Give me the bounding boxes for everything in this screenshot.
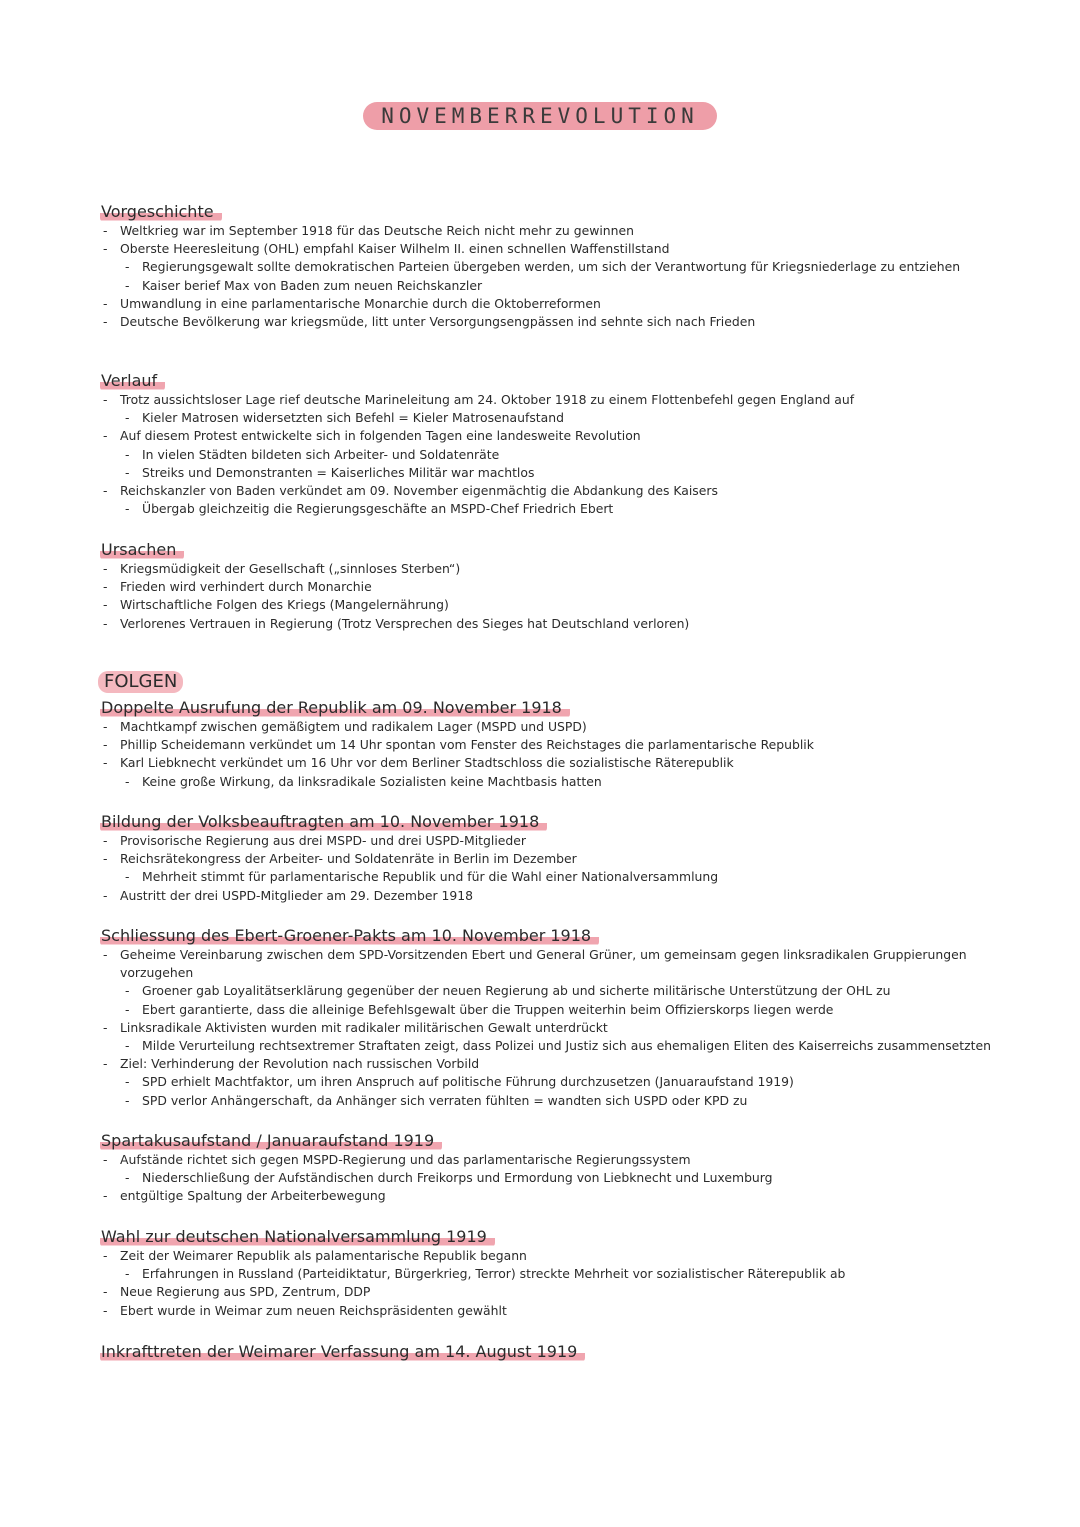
list-item: - Aufstände richtet sich gegen MSPD-Regierung und das parlamentarische Regierungssystem xyxy=(102,1151,982,1169)
list-item: - Oberste Heeresleitung (OHL) empfahl Kaiser Wilhelm II. einen schnellen Waffenstillstand xyxy=(102,240,982,258)
bullet-list xyxy=(102,222,982,331)
section-ausrufung xyxy=(102,698,982,791)
section-heading: Schliessung des Ebert-Groener-Pakts am 10. November 1918 xyxy=(100,926,599,946)
section-heading: Ursachen xyxy=(100,540,184,560)
list-item: - Weltkrieg war im September 1918 für das Deutsche Reich nicht mehr zu gewinnen xyxy=(102,222,982,240)
list-item: - Zeit der Weimarer Republik als palamentarische Republik begann xyxy=(102,1247,982,1265)
bullet-list xyxy=(102,1151,982,1206)
list-subitem: - Streiks und Demonstranten = Kaiserliches Militär war machtlos xyxy=(102,464,982,482)
section-heading: Doppelte Ausrufung der Republik am 09. November 1918 xyxy=(100,698,570,718)
list-item: - Frieden wird verhindert durch Monarchie xyxy=(102,578,982,596)
section-ebert-groener xyxy=(101,926,992,1110)
section-heading: Inkrafttreten der Weimarer Verfassung am 14. August 1919 xyxy=(100,1342,585,1362)
list-item: - Neue Regierung aus SPD, Zentrum, DDP xyxy=(102,1283,982,1301)
bullet-list xyxy=(102,718,982,791)
list-subitem: - Ebert garantierte, dass die alleinige Befehlsgewalt über die Truppen weiterhin beim Offizierskorps liegen werde xyxy=(102,1001,982,1019)
list-subitem: - Mehrheit stimmt für parlamentarische Republik und für die Wahl einer Nationalversammlung xyxy=(102,868,982,886)
list-item: - Wirtschaftliche Folgen des Kriegs (Mangelernährung) xyxy=(102,596,982,614)
section-verfassung xyxy=(102,1342,982,1362)
section-spartakus xyxy=(102,1131,982,1206)
list-subitem: - Erfahrungen in Russland (Parteidiktatur, Bürgerkrieg, Terror) streckte Mehrheit vor sozialistischer Räterepublik ab xyxy=(102,1265,982,1283)
list-item: - entgültige Spaltung der Arbeiterbewegung xyxy=(102,1187,982,1205)
section-heading: Vorgeschichte xyxy=(100,202,222,222)
section-heading: Bildung der Volksbeauftragten am 10. November 1918 xyxy=(100,812,547,832)
title-container xyxy=(0,102,1080,130)
section-heading: Verlauf xyxy=(100,371,165,391)
list-item: - Trotz aussichtsloser Lage rief deutsche Marineleitung am 24. Oktober 1918 zu einem Flottenbefehl gegen England auf xyxy=(102,391,982,409)
list-item: - Linksradikale Aktivisten wurden mit radikaler militärischen Gewalt unterdrückt xyxy=(102,1019,982,1037)
list-subitem: - Übergab gleichzeitig die Regierungsgeschäfte an MSPD-Chef Friedrich Ebert xyxy=(102,500,982,518)
list-subitem: - SPD verlor Anhängerschaft, da Anhänger sich verraten fühlten = wandten sich USPD oder KPD zu xyxy=(102,1092,982,1110)
list-item: - Reichskanzler von Baden verkündet am 09. November eigenmächtig die Abdankung des Kaisers xyxy=(102,482,982,500)
bullet-list xyxy=(102,391,982,518)
section-ursachen xyxy=(102,540,982,633)
list-item: - Deutsche Bevölkerung war kriegsmüde, litt unter Versorgungsengpässen ind sehnte sich nach Frieden xyxy=(102,313,982,331)
list-item: - Phillip Scheidemann verkündet um 14 Uhr spontan vom Fenster des Reichstages die parlamentarische Republik xyxy=(102,736,982,754)
list-subitem: - Groener gab Loyalitätserklärung gegenüber der neuen Regierung ab und sicherte militärische Unterstützung der OHL zu xyxy=(102,982,982,1000)
list-subitem: - Niederschließung der Aufständischen durch Freikorps und Ermordung von Liebknecht und Luxemburg xyxy=(102,1169,982,1187)
section-vorgeschichte xyxy=(102,202,982,331)
section-volksbeauftragte xyxy=(102,812,982,905)
list-item: - Ziel: Verhinderung der Revolution nach russischen Vorbild xyxy=(102,1055,982,1073)
section-folgen xyxy=(102,671,982,693)
list-item: - Machtkampf zwischen gemäßigtem und radikalem Lager (MSPD und USPD) xyxy=(102,718,982,736)
list-item: - Ebert wurde in Weimar zum neuen Reichspräsidenten gewählt xyxy=(102,1302,982,1320)
section-verlauf xyxy=(102,371,982,518)
list-subitem: - Kieler Matrosen widersetzten sich Befehl = Kieler Matrosenaufstand xyxy=(102,409,982,427)
list-item: - Reichsrätekongress der Arbeiter- und Soldatenräte in Berlin im Dezember xyxy=(102,850,982,868)
page-title: NOVEMBERREVOLUTION xyxy=(363,102,717,130)
list-item: - Kriegsmüdigkeit der Gesellschaft („sinnloses Sterben“) xyxy=(102,560,982,578)
bullet-list xyxy=(102,1247,982,1320)
bullet-list xyxy=(102,946,992,1110)
list-subitem: - SPD erhielt Machtfaktor, um ihren Anspruch auf politische Führung durchzusetzen (Januaraufstand 1919) xyxy=(102,1073,982,1091)
section-heading: Wahl zur deutschen Nationalversammlung 1919 xyxy=(100,1227,495,1247)
bullet-list xyxy=(102,560,982,633)
list-item: - Provisorische Regierung aus drei MSPD- und drei USPD-Mitglieder xyxy=(102,832,982,850)
list-item: - Umwandlung in eine parlamentarische Monarchie durch die Oktoberreformen xyxy=(102,295,982,313)
list-item-line: vorzugehen xyxy=(120,965,194,981)
section-wahl xyxy=(102,1227,982,1320)
list-subitem: - Keine große Wirkung, da linksradikale Sozialisten keine Machtbasis hatten xyxy=(102,773,982,791)
list-item: - Austritt der drei USPD-Mitglieder am 29. Dezember 1918 xyxy=(102,887,982,905)
list-item: - Auf diesem Protest entwickelte sich in folgenden Tagen eine landesweite Revolution xyxy=(102,427,982,445)
list-subitem: - In vielen Städten bildeten sich Arbeiter- und Soldatenräte xyxy=(102,446,982,464)
list-subitem: - Milde Verurteilung rechtsextremer Straftaten zeigt, dass Polizei und Justiz sich aus ehemaligen Eliten des Kaiserreichs zusammensetzten xyxy=(102,1037,982,1055)
list-item: - Karl Liebknecht verkündet um 16 Uhr vor dem Berliner Stadtschloss die sozialistische Räterepublik xyxy=(102,754,982,772)
list-item: - Verlorenes Vertrauen in Regierung (Trotz Versprechen des Sieges hat Deutschland verloren) xyxy=(102,615,982,633)
bullet-list xyxy=(102,832,982,905)
list-subitem: - Kaiser berief Max von Baden zum neuen Reichskanzler xyxy=(102,277,982,295)
section-heading: Spartakusaufstand / Januaraufstand 1919 xyxy=(100,1131,442,1151)
section-heading-major: FOLGEN xyxy=(98,671,183,693)
list-subitem: - Regierungsgewalt sollte demokratischen Parteien übergeben werden, um sich der Verantwortung für Kriegsniederlage zu entziehen xyxy=(102,258,982,276)
list-item-line: - Geheime Vereinbarung zwischen dem SPD-Vorsitzenden Ebert und General Grüner, um gemeinsam gegen linksradikalen Gruppierungen xyxy=(120,947,967,962)
list-item xyxy=(102,946,982,982)
